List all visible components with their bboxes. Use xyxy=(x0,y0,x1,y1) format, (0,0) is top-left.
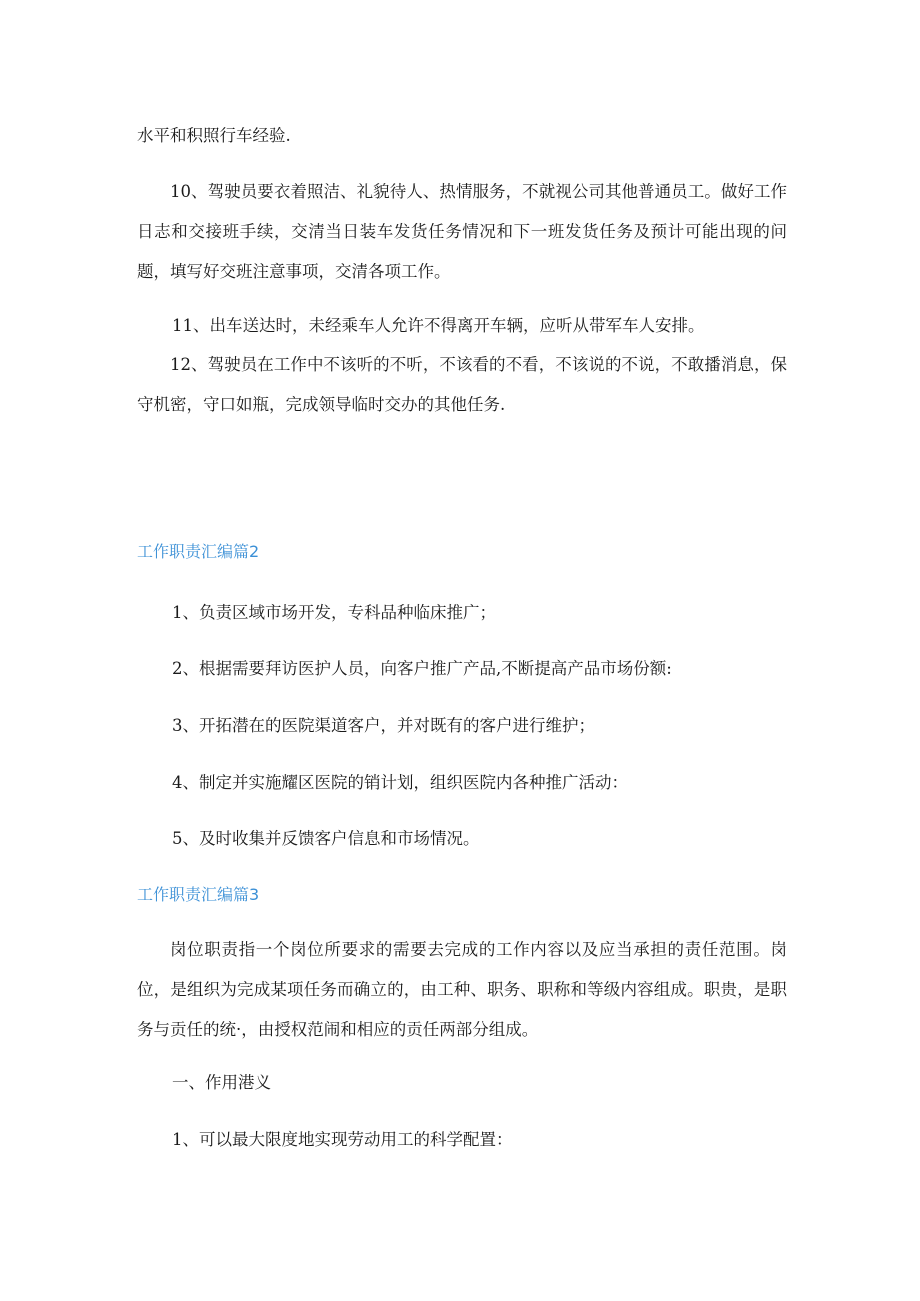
list-item: 3、开拓潜在的医院渠道客户，并对既有的客户进行维护； xyxy=(172,716,595,735)
paragraph-item-11: 11、出车送达时，未经乘车人允许不得离开车辆，应听从带军车人安排。 xyxy=(172,316,705,335)
paragraph-item-12: 12、驾驶员在工作中不该听的不听，不该看的不看，不该说的不说，不敢播消息，保守机密，守口如瓶，完成领导临时交办的其他任务. xyxy=(137,355,787,414)
list-item: 1、负责区域市场开发，专科品种临床推广； xyxy=(172,603,496,622)
section-heading-3: 工作职责汇编篇3 xyxy=(137,885,260,904)
list-item: 2、根据需要拜访医护人员，向客户推广产品,不断提高产品市场份额: xyxy=(172,659,672,678)
paragraph-intro: 岗位职责指一个岗位所要求的需要去完成的工作内容以及应当承担的责任范围。岗位，是组织为完成某项任务而确立的，由工种、职务、职称和等级内容组成。职贵，是职务与贡任的统·，由授权范闹和相应的贡任两部分组成。 xyxy=(137,940,787,1039)
list-item: 5、及时收集并反馈客户信息和市场情况。 xyxy=(172,829,480,848)
section-title: 一、作用港义 xyxy=(172,1073,271,1092)
list-item: 1、可以最大限度地实现劳动用工的科学配置： xyxy=(172,1130,513,1149)
section-heading-2: 工作职责汇编篇2 xyxy=(137,542,260,561)
list-item: 4、制定并实施耀区医院的销计划，组织医院内各种推广活动： xyxy=(172,773,628,792)
paragraph-item-10: 10、驾驶员要衣着照洁、礼貌待人、热情服务，不就视公司其他普通员工。做好工作日志和交接班手续，交清当日装车发货任务情况和下一班发货任务及预计可能出现的问题，填写好交班注意事项，交清各项工作。 xyxy=(137,182,787,281)
paragraph-continuation: 水平和积照行车经验. xyxy=(137,126,291,145)
